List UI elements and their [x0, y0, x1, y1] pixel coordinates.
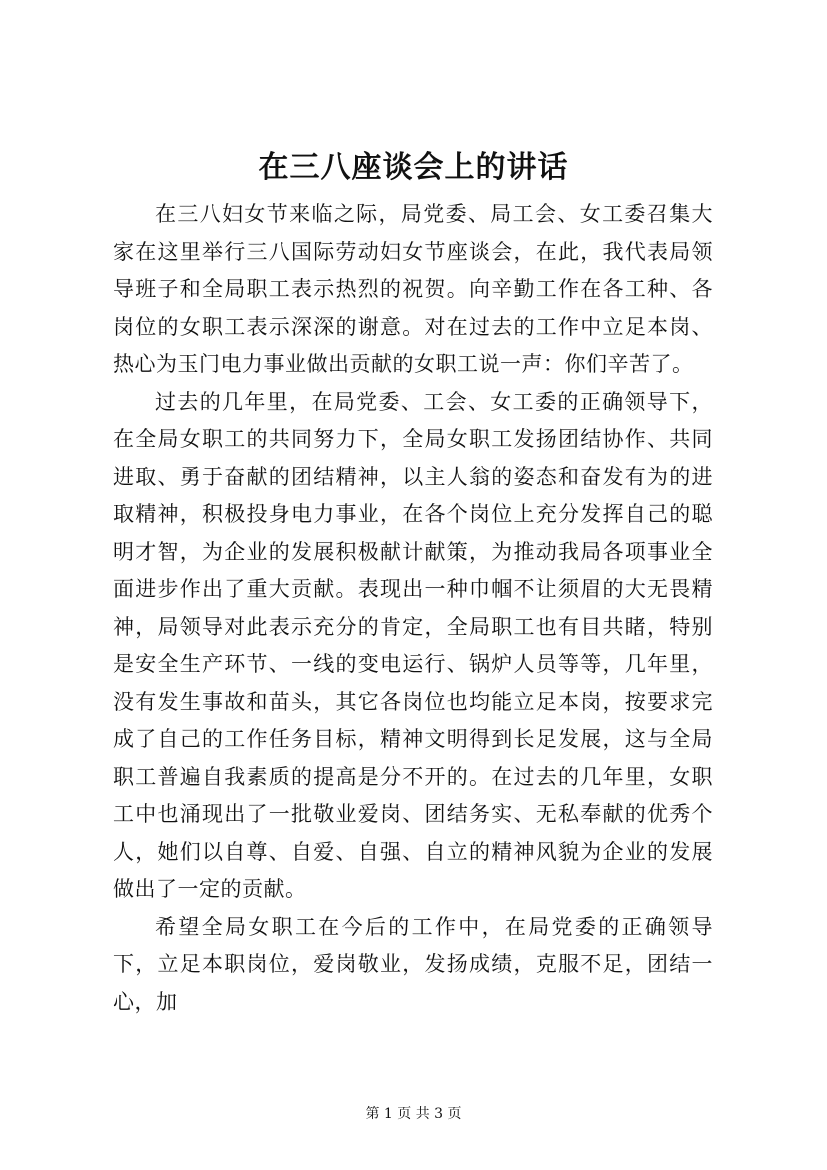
- paragraph-1: 在三八妇女节来临之际，局党委、局工会、女工委召集大家在这里举行三八国际劳动妇女节座谈会，在此，我代表局领导班子和全局职工表示热烈的祝贺。向辛勤工作在各工种、各岗位的女职工表示深深的谢意。对在过去的工作中立足本岗、热心为玉门电力事业做出贡献的女职工说一声：你们辛苦了。: [113, 202, 713, 376]
- paragraph-2: 过去的几年里，在局党委、工会、女工委的正确领导下，在全局女职工的共同努力下，全局女职工发扬团结协作、共同进取、勇于奋献的团结精神，以主人翁的姿态和奋发有为的进取精神，积极投身电力事业，在各个岗位上充分发挥自己的聪明才智，为企业的发展积极献计献策，为推动我局各项事业全面进步作出了重大贡献。表现出一种巾帼不让须眉的大无畏精神，局领导对此表示充分的肯定，全局职工也有目共睹，特别是安全生产环节、一线的变电运行、锅炉人员等等，几年里，没有发生事故和苗头，其它各岗位也均能立足本岗，按要求完成了自己的工作任务目标，精神文明得到长足发展，这与全局职工普遍自我素质的提高是分不开的。在过去的几年里，女职工中也涌现出了一批敬业爱岗、团结务实、无私奉献的优秀个人，她们以自尊、自爱、自强、自立的精神风貌为企业的发展做出了一定的贡献。: [113, 389, 713, 901]
- document-title: 在三八座谈会上的讲话: [258, 150, 569, 185]
- document-body: [113, 196, 713, 1021]
- page-number-footer: 第 1 页 共 3 页: [365, 1106, 462, 1122]
- paragraph-3: 希望全局女职工在今后的工作中，在局党委的正确领导下，立足本职岗位，爱岗敬业，发扬成绩，克服不足，团结一心，加: [113, 914, 713, 1014]
